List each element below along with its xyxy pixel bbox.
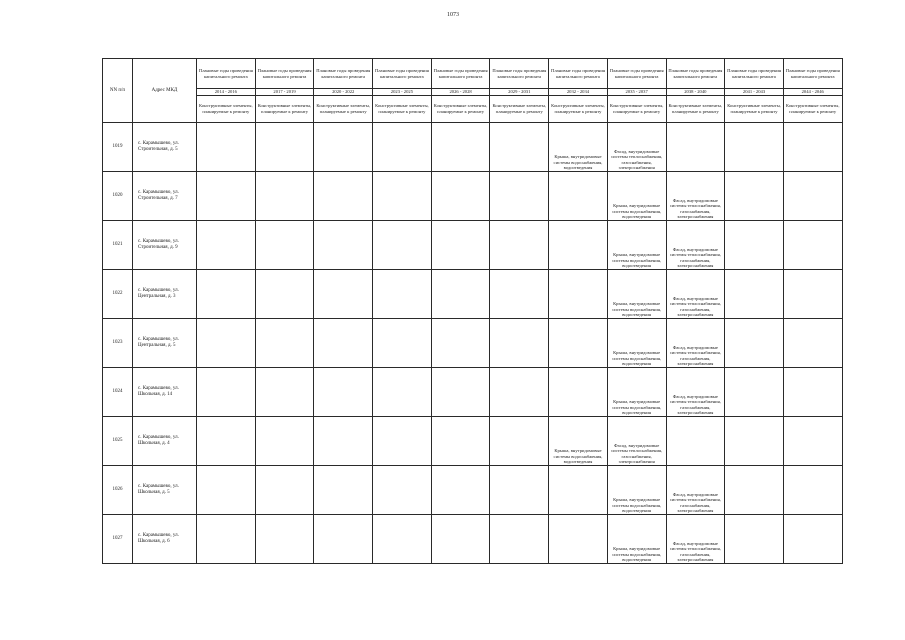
- table-row: [103, 270, 843, 319]
- address-column-header: Адрес МКД: [133, 59, 197, 123]
- num-column-header: NN п/п: [103, 59, 133, 123]
- repair-elements-cell: Фасад, внутридомовые системы теплоснабжения, газоснабжения, электроснабжения: [666, 466, 725, 515]
- years-header: 2041 - 2043: [725, 89, 784, 96]
- repair-elements-cell: [197, 270, 256, 319]
- repair-elements-cell: [783, 221, 842, 270]
- elements-header: Конструктивные элементы, планируемые к ремонту: [431, 96, 490, 123]
- repair-elements-cell: [255, 270, 314, 319]
- row-number: 1022: [103, 270, 133, 319]
- row-address: с. Карамышево, ул. Центральная, д. 5: [133, 319, 197, 368]
- years-header: 2035 - 2037: [607, 89, 666, 96]
- repair-elements-cell: [490, 221, 549, 270]
- repair-elements-cell: Фасад, внутридомовые системы теплоснабжения, газоснабжения, электроснабжения: [666, 515, 725, 564]
- repair-elements-cell: [314, 319, 373, 368]
- page-number: 1073: [447, 12, 459, 18]
- repair-elements-cell: Крыша, внутридомовые системы водоснабжения, водоотведения: [607, 172, 666, 221]
- elements-header: Конструктивные элементы, планируемые к ремонту: [490, 96, 549, 123]
- repair-elements-cell: Крыша, внутридомовые системы водоснабжения, водоотведения: [607, 221, 666, 270]
- repair-elements-cell: [490, 319, 549, 368]
- years-header: 2014 - 2016: [197, 89, 256, 96]
- repair-elements-cell: [725, 319, 784, 368]
- repair-elements-cell: [255, 466, 314, 515]
- row-address: с. Карамышево, ул. Школьная, д. 5: [133, 466, 197, 515]
- repair-elements-cell: [255, 368, 314, 417]
- repair-elements-cell: [197, 123, 256, 172]
- row-address: с. Карамышево, ул. Школьная, д. 4: [133, 417, 197, 466]
- repair-elements-cell: [197, 221, 256, 270]
- repair-elements-cell: [373, 417, 432, 466]
- repair-elements-cell: [431, 123, 490, 172]
- table-row: [103, 221, 843, 270]
- row-number: 1025: [103, 417, 133, 466]
- repair-plan-table: [102, 58, 843, 564]
- repair-elements-cell: [255, 172, 314, 221]
- row-number: 1024: [103, 368, 133, 417]
- repair-elements-cell: [725, 221, 784, 270]
- repair-elements-cell: [314, 515, 373, 564]
- repair-elements-cell: [314, 221, 373, 270]
- repair-elements-cell: Фасад, внутридомовые системы теплоснабжения, газоснабжения, электроснабжения: [607, 417, 666, 466]
- row-address: с. Карамышево, ул. Школьная, д. 14: [133, 368, 197, 417]
- row-address: с. Карамышево, ул. Центральная, д. 3: [133, 270, 197, 319]
- years-header: 2023 - 2025: [373, 89, 432, 96]
- repair-elements-cell: [725, 123, 784, 172]
- repair-elements-cell: [373, 270, 432, 319]
- repair-elements-cell: [490, 515, 549, 564]
- table-row: [103, 172, 843, 221]
- repair-elements-cell: [725, 270, 784, 319]
- repair-elements-cell: [549, 368, 608, 417]
- repair-elements-cell: Фасад, внутридомовые системы теплоснабжения, газоснабжения, электроснабжения: [607, 123, 666, 172]
- years-header: 2038 - 2040: [666, 89, 725, 96]
- repair-elements-cell: [783, 172, 842, 221]
- row-address: с. Карамышево, ул. Строительная, д. 7: [133, 172, 197, 221]
- repair-elements-cell: Крыша, внутридомовые системы водоснабжения, водоотведения: [607, 368, 666, 417]
- elements-header: Конструктивные элементы, планируемые к ремонту: [314, 96, 373, 123]
- years-header: 2044 - 2046: [783, 89, 842, 96]
- elements-header: Конструктивные элементы, планируемые к ремонту: [783, 96, 842, 123]
- repair-elements-cell: [314, 172, 373, 221]
- repair-elements-cell: [373, 172, 432, 221]
- repair-elements-cell: [431, 368, 490, 417]
- row-number: 1019: [103, 123, 133, 172]
- period-header: Плановые годы проведения капитального ремонта: [197, 59, 256, 89]
- repair-elements-cell: [725, 515, 784, 564]
- years-header: 2026 - 2028: [431, 89, 490, 96]
- row-address: с. Карамышево, ул. Школьная, д. 6: [133, 515, 197, 564]
- table-body: [103, 123, 843, 564]
- repair-elements-cell: [431, 270, 490, 319]
- repair-elements-cell: [490, 123, 549, 172]
- repair-elements-cell: [255, 221, 314, 270]
- repair-elements-cell: [725, 417, 784, 466]
- table-row: [103, 368, 843, 417]
- repair-elements-cell: [725, 172, 784, 221]
- repair-elements-cell: [431, 466, 490, 515]
- repair-elements-cell: [373, 123, 432, 172]
- repair-elements-cell: Крыша, внутридомовые системы водоснабжения, водоотведения: [607, 466, 666, 515]
- header-elements-row: [103, 96, 843, 123]
- repair-elements-cell: [373, 466, 432, 515]
- repair-elements-cell: [490, 172, 549, 221]
- repair-elements-cell: Крыша, внутридомовые системы водоснабжения, водоотведения: [607, 270, 666, 319]
- table-row: [103, 123, 843, 172]
- repair-elements-cell: [490, 417, 549, 466]
- repair-elements-cell: Крыша, внутридомовые системы водоснабжения, водоотведения: [549, 123, 608, 172]
- years-header: 2017 - 2019: [255, 89, 314, 96]
- elements-header: Конструктивные элементы, планируемые к ремонту: [666, 96, 725, 123]
- repair-elements-cell: [197, 172, 256, 221]
- period-header: Плановые годы проведения капитального ремонта: [373, 59, 432, 89]
- repair-elements-cell: [549, 221, 608, 270]
- repair-elements-cell: [431, 417, 490, 466]
- years-header: 2032 - 2034: [549, 89, 608, 96]
- repair-elements-cell: [255, 417, 314, 466]
- repair-elements-cell: [549, 466, 608, 515]
- row-address: с. Карамышево, ул. Строительная, д. 5: [133, 123, 197, 172]
- row-number: 1023: [103, 319, 133, 368]
- years-header: 2020 - 2022: [314, 89, 373, 96]
- repair-elements-cell: [431, 172, 490, 221]
- table-row: [103, 515, 843, 564]
- repair-elements-cell: [255, 319, 314, 368]
- repair-elements-cell: [783, 417, 842, 466]
- elements-header: Конструктивные элементы, планируемые к ремонту: [197, 96, 256, 123]
- repair-elements-cell: [373, 368, 432, 417]
- header-period-row: [103, 59, 843, 89]
- row-number: 1026: [103, 466, 133, 515]
- repair-elements-cell: [255, 123, 314, 172]
- repair-elements-cell: [197, 319, 256, 368]
- repair-elements-cell: Фасад, внутридомовые системы теплоснабжения, газоснабжения, электроснабжения: [666, 368, 725, 417]
- elements-header: Конструктивные элементы, планируемые к ремонту: [607, 96, 666, 123]
- header-years-row: [103, 89, 843, 96]
- period-header: Плановые годы проведения капитального ремонта: [490, 59, 549, 89]
- repair-elements-cell: [255, 515, 314, 564]
- repair-elements-cell: [490, 270, 549, 319]
- repair-elements-cell: [431, 515, 490, 564]
- row-number: 1020: [103, 172, 133, 221]
- table-row: [103, 417, 843, 466]
- repair-elements-cell: [666, 417, 725, 466]
- repair-elements-cell: [549, 319, 608, 368]
- table-row: [103, 319, 843, 368]
- repair-elements-cell: Крыша, внутридомовые системы водоснабжения, водоотведения: [549, 417, 608, 466]
- repair-elements-cell: [314, 123, 373, 172]
- repair-elements-cell: [431, 319, 490, 368]
- repair-elements-cell: [725, 466, 784, 515]
- repair-elements-cell: [549, 172, 608, 221]
- row-number: 1027: [103, 515, 133, 564]
- period-header: Плановые годы проведения капитального ремонта: [549, 59, 608, 89]
- repair-elements-cell: [197, 515, 256, 564]
- repair-elements-cell: Фасад, внутридомовые системы теплоснабжения, газоснабжения, электроснабжения: [666, 172, 725, 221]
- repair-elements-cell: [197, 417, 256, 466]
- elements-header: Конструктивные элементы, планируемые к ремонту: [725, 96, 784, 123]
- period-header: Плановые годы проведения капитального ремонта: [314, 59, 373, 89]
- repair-elements-cell: [725, 368, 784, 417]
- period-header: Плановые годы проведения капитального ремонта: [255, 59, 314, 89]
- repair-elements-cell: [197, 466, 256, 515]
- repair-elements-cell: Фасад, внутридомовые системы теплоснабжения, газоснабжения, электроснабжения: [666, 270, 725, 319]
- repair-elements-cell: Крыша, внутридомовые системы водоснабжения, водоотведения: [607, 319, 666, 368]
- repair-elements-cell: [197, 368, 256, 417]
- repair-elements-cell: [549, 270, 608, 319]
- elements-header: Конструктивные элементы, планируемые к ремонту: [255, 96, 314, 123]
- repair-elements-cell: [314, 417, 373, 466]
- repair-elements-cell: [373, 319, 432, 368]
- repair-elements-cell: [431, 221, 490, 270]
- repair-elements-cell: [666, 123, 725, 172]
- period-header: Плановые годы проведения капитального ремонта: [783, 59, 842, 89]
- repair-elements-cell: [373, 221, 432, 270]
- repair-elements-cell: [549, 515, 608, 564]
- repair-elements-cell: [783, 319, 842, 368]
- period-header: Плановые годы проведения капитального ремонта: [607, 59, 666, 89]
- repair-elements-cell: [783, 123, 842, 172]
- table-row: [103, 466, 843, 515]
- years-header: 2029 - 2031: [490, 89, 549, 96]
- repair-elements-cell: [783, 466, 842, 515]
- repair-elements-cell: [783, 515, 842, 564]
- period-header: Плановые годы проведения капитального ремонта: [431, 59, 490, 89]
- repair-elements-cell: [314, 466, 373, 515]
- elements-header: Конструктивные элементы, планируемые к ремонту: [373, 96, 432, 123]
- repair-elements-cell: Фасад, внутридомовые системы теплоснабжения, газоснабжения, электроснабжения: [666, 221, 725, 270]
- repair-elements-cell: [490, 466, 549, 515]
- repair-elements-cell: [314, 270, 373, 319]
- repair-elements-cell: [783, 368, 842, 417]
- repair-elements-cell: [314, 368, 373, 417]
- period-header: Плановые годы проведения капитального ремонта: [725, 59, 784, 89]
- row-address: с. Карамышево, ул. Строительная, д. 9: [133, 221, 197, 270]
- repair-elements-cell: [490, 368, 549, 417]
- row-number: 1021: [103, 221, 133, 270]
- elements-header: Конструктивные элементы, планируемые к ремонту: [549, 96, 608, 123]
- repair-elements-cell: Фасад, внутридомовые системы теплоснабжения, газоснабжения, электроснабжения: [666, 319, 725, 368]
- repair-elements-cell: Крыша, внутридомовые системы водоснабжения, водоотведения: [607, 515, 666, 564]
- repair-elements-cell: [373, 515, 432, 564]
- repair-elements-cell: [783, 270, 842, 319]
- period-header: Плановые годы проведения капитального ремонта: [666, 59, 725, 89]
